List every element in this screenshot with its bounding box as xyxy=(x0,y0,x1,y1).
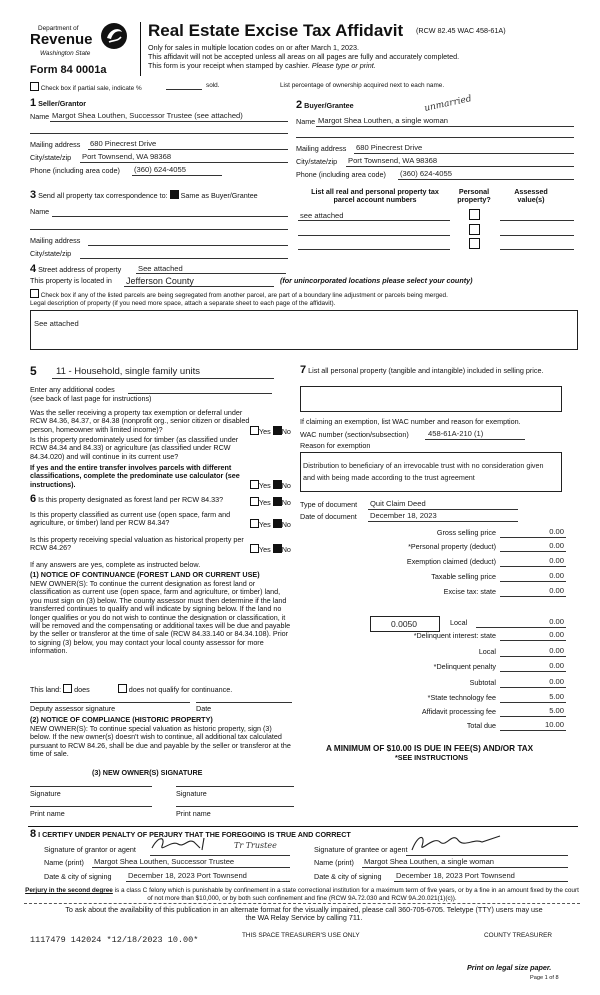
q-historic-yes-checkbox[interactable] xyxy=(250,544,259,553)
delinquent-local-value[interactable]: 0.00 xyxy=(549,646,564,655)
delinquent-local-label: Local xyxy=(478,647,496,656)
street-label: 4 Street address of property xyxy=(30,263,122,275)
taxable-price-value[interactable]: 0.00 xyxy=(549,571,564,580)
land-does-checkbox[interactable] xyxy=(63,684,72,693)
seller-name-field[interactable]: Margot Shea Louthen, Successor Trustee (see attached) xyxy=(52,111,243,120)
grantor-name-field[interactable]: Margot Shea Louthen, Successor Trustee xyxy=(94,857,235,866)
grantor-signature xyxy=(148,832,232,856)
partial-sale-row: Check box if partial sale, indicate % xyxy=(30,82,142,93)
delinquent-state-label: *Delinquent interest: state xyxy=(413,631,496,640)
deputy-date-label: Date xyxy=(196,704,212,713)
affidavit-fee-label: Affidavit processing fee xyxy=(421,707,496,716)
county-select[interactable]: Jefferson County xyxy=(126,276,194,286)
notice-continuance-body: NEW OWNER(S): To continue the current designation as forest land or classification as current use (open space, farm and agriculture, or timber) land, you must sign on (3) below. The county assessor must then determine if the land transferred continues to qualify and will indicate by signing below. If the land no longer qualifies or you do not wish to continue the designation or classification, it will be removed and the compensating or additional taxes will be due and payable by the seller or transferor at the time of sale (RCW 84.33.140 or 84.34.108). Prior to signing (3) below, you may contact your local county assessor for more information. xyxy=(30,579,291,656)
buyer-mailing-label: Mailing address xyxy=(296,144,347,153)
local-rate-value: 0.0050 xyxy=(391,619,417,629)
q-forest: 6 Is this property designated as forest land per RCW 84.33? xyxy=(30,493,224,505)
payment-stamp: 1117479 142024 *12/18/2023 10.00* xyxy=(30,935,199,945)
minimum-due-note: A MINIMUM OF $10.00 IS DUE IN FEE(S) AND/OR TAX xyxy=(326,744,534,753)
buyer-phone-label: Phone (including area code) xyxy=(296,170,386,179)
county-treasurer-label: COUNTY TREASURER xyxy=(484,932,552,939)
assessed-value-header: Assessed value(s) xyxy=(514,187,548,205)
if-yes-note: If any answers are yes, complete as instructed below. xyxy=(30,560,201,569)
q-forest-answer: Yes No xyxy=(250,497,291,507)
q-timber-note: If yes and the entire transfer involves parcels with different classifications, complete the predominate use calculator (see instructions). xyxy=(30,463,240,489)
segregated-checkbox[interactable] xyxy=(30,289,39,298)
header-line-1: Only for sales in multiple location codes on or after March 1, 2023. xyxy=(148,43,359,52)
subtotal-label: Subtotal xyxy=(469,678,496,687)
personal-property-box[interactable] xyxy=(300,386,562,412)
page-number: Page 1 of 8 xyxy=(530,975,559,981)
legal-description-box[interactable] xyxy=(30,310,578,350)
tech-fee-value[interactable]: 5.00 xyxy=(549,692,564,701)
exemption-reason-box[interactable] xyxy=(300,452,562,492)
agency-state: Washington State xyxy=(40,50,91,57)
personal-property-checkbox-1[interactable] xyxy=(469,209,480,220)
seller-mailing-field[interactable]: 680 Pinecrest Drive xyxy=(90,139,157,148)
legal-label: Legal description of property (if you need more space, attach a separate sheet to each page of the affidavit). xyxy=(30,300,336,307)
see-back-note: (see back of last page for instructions) xyxy=(30,394,152,403)
ownership-note: List percentage of ownership acquired next to each name. xyxy=(280,82,445,89)
excise-state-value[interactable]: 0.00 xyxy=(549,586,564,595)
q-timber-no-checkbox[interactable] xyxy=(273,480,282,489)
excise-state-label: Excise tax: state xyxy=(443,587,496,596)
buyer-city-field[interactable]: Port Townsend, WA 98368 xyxy=(348,156,438,165)
seller-phone-label: Phone (including area code) xyxy=(30,166,120,175)
doc-date-field[interactable]: December 18, 2023 xyxy=(370,511,437,520)
parcel-row-1[interactable]: see attached xyxy=(300,211,344,220)
buyer-name-label: Name xyxy=(296,117,316,126)
new-owner-signature-1: Signature xyxy=(30,789,61,798)
grantor-sig-note: Tr Trustee xyxy=(234,841,277,850)
seller-city-label: City/state/zip xyxy=(30,153,72,162)
new-owner-signature-2: Signature xyxy=(176,789,207,798)
doc-type-field[interactable]: Quit Claim Deed xyxy=(370,499,426,508)
q-exemption-no-checkbox[interactable] xyxy=(273,426,282,435)
wac-label: WAC number (section/subsection) xyxy=(300,430,409,439)
taxable-price-label: Taxable selling price xyxy=(431,572,496,581)
new-owner-print-1: Print name xyxy=(30,809,65,818)
unincorporated-note: (for unincorporated locations please select your county) xyxy=(280,276,473,285)
grantor-date-city-field[interactable]: December 18, 2023 Port Townsend xyxy=(128,871,247,880)
q-historic-answer: Yes No xyxy=(250,544,291,554)
new-owner-sig-title: (3) NEW OWNER(S) SIGNATURE xyxy=(92,768,203,777)
delinquent-state-value[interactable]: 0.00 xyxy=(549,630,564,639)
total-due-value[interactable]: 10.00 xyxy=(544,720,564,729)
land-does-not-checkbox[interactable] xyxy=(118,684,127,693)
grantee-name-label: Name (print) xyxy=(314,858,354,867)
section3-name-label: Name xyxy=(30,207,50,216)
gross-value[interactable]: 0.00 xyxy=(549,527,564,536)
excise-local-label: Local xyxy=(450,618,468,627)
personal-property-header: Personal property? xyxy=(457,187,491,205)
header-line-3: This form is your receipt when stamped by cashier. Please type or print. xyxy=(148,61,376,70)
delinquent-penalty-value[interactable]: 0.00 xyxy=(549,661,564,670)
alternate-format-note: To ask about the availability of this publication in an alternate format for the visually impaired, please call 360-705-6705. Teletype (TTY) users may use the WA Relay Service by calling 711. xyxy=(65,905,543,922)
buyer-phone-field[interactable]: (360) 624-4055 xyxy=(400,169,452,178)
seller-heading: 1 Seller/Grantor xyxy=(30,97,87,109)
section5-number: 5 xyxy=(30,364,37,378)
q-timber: Is this property predominately used for timber (as classified under RCW 84.34 and 84.33) or agriculture (as classified under RCW 84.34.020) and will continue in its current use? xyxy=(30,435,239,461)
form-number: Form 84 0001a xyxy=(30,64,107,76)
buyer-name-annotation: unmarried xyxy=(423,94,473,114)
section3-mailing-label: Mailing address xyxy=(30,236,81,245)
q-timber-answer: Yes No xyxy=(250,480,291,490)
total-due-label: Total due xyxy=(466,721,496,730)
legal-description-text: See attached xyxy=(34,319,79,328)
buyer-city-label: City/state/zip xyxy=(296,157,338,166)
q-historic: Is this property receiving special valuation as historical property per RCW 84.26? xyxy=(30,535,244,553)
agency-top: Department of xyxy=(38,25,79,32)
seller-phone-field[interactable]: (360) 624-4055 xyxy=(134,165,186,174)
seller-mailing-label: Mailing address xyxy=(30,140,81,149)
perjury-notice: Perjury in the second degree is a class C felony which is punishable by confinement in a state correctional institution for a maximum term of five years, or by a fine in an amount fixed by the court of not more than $10,000, or by both such confinement and fine (RCW 9A.72.030 and RCW 9A.20.021(1)(c)). xyxy=(25,887,579,902)
deputy-assessor-label: Deputy assessor signature xyxy=(30,704,116,713)
segregated-row: Check box if any of the listed parcels are being segregated from another parcel, are part of a boundary line adjustment or parcels being merged. xyxy=(30,289,448,300)
reason-label: Reason for exemption xyxy=(300,441,371,450)
form-title-ref: (RCW 82.45 WAC 458-61A) xyxy=(416,26,506,35)
grantor-name-label: Name (print) xyxy=(44,858,84,867)
grantee-signature xyxy=(404,830,514,856)
notice-compliance-body: NEW OWNER(S): To continue special valuation as historic property, sign (3) below. If the new owner(s) doesn't wish to continue, all additional tax calculated pursuant to RCW 84.26, shall be due and payable by the seller or transferor at the time of sale. xyxy=(30,724,291,759)
land-qualify-row: This land: does does not qualify for continuance. xyxy=(30,685,233,694)
q-exemption: Was the seller receiving a property tax exemption or deferral under RCW 84.36, 84.37, or 84.38 (nonprofit org., senior citizen or disabled person, homeowner with limited income)? xyxy=(30,408,250,434)
section3-city-label: City/state/zip xyxy=(30,249,72,258)
personal-deduct-value[interactable]: 0.00 xyxy=(549,541,564,550)
treasurer-use-note: THIS SPACE TREASURER'S USE ONLY xyxy=(242,932,360,939)
q-current-use-yes-checkbox[interactable] xyxy=(250,519,259,528)
additional-codes-label: Enter any additional codes xyxy=(30,385,115,394)
section7-heading: 7 List all personal property (tangible and intangible) included in selling price. xyxy=(300,364,544,376)
local-rate-box[interactable] xyxy=(370,616,440,632)
buyer-heading: 2 Buyer/Grantee xyxy=(296,99,354,111)
affidavit-fee-value[interactable]: 5.00 xyxy=(549,706,564,715)
subtotal-value[interactable]: 0.00 xyxy=(549,677,564,686)
q-current-use-no-checkbox[interactable] xyxy=(273,519,282,528)
personal-property-checkbox-2[interactable] xyxy=(469,224,480,235)
street-field[interactable]: See attached xyxy=(138,264,183,273)
sold-label: sold. xyxy=(206,82,220,89)
header-line-2: This affidavit will not be accepted unless all areas on all pages are fully and accurately completed. xyxy=(148,52,460,61)
exemption-claimed-value[interactable]: 0.00 xyxy=(549,556,564,565)
grantee-name-field[interactable]: Margot Shea Louthen, a single woman xyxy=(364,857,495,866)
legal-paper-note: Print on legal size paper. xyxy=(467,963,552,972)
tech-fee-label: *State technology fee xyxy=(427,693,496,702)
exemption-intro: If claiming an exemption, list WAC number and reason for exemption. xyxy=(300,417,521,426)
grantor-sig-label: Signature of grantor or agent xyxy=(44,845,136,854)
personal-property-checkbox-3[interactable] xyxy=(469,238,480,249)
exemption-claimed-label: Exemption claimed (deduct) xyxy=(406,557,496,566)
new-owner-print-2: Print name xyxy=(176,809,211,818)
partial-sale-checkbox[interactable] xyxy=(30,82,39,91)
form-title: Real Estate Excise Tax Affidavit xyxy=(148,21,404,40)
see-instructions-note: *SEE INSTRUCTIONS xyxy=(395,753,469,762)
q-exemption-yes-checkbox[interactable] xyxy=(250,426,259,435)
certify-heading: 8 I CERTIFY UNDER PENALTY OF PERJURY THAT THE FOREGOING IS TRUE AND CORRECT xyxy=(30,828,351,840)
grantor-date-city-label: Date & city of signing xyxy=(44,872,112,881)
wac-field[interactable]: 458-61A-210 (1) xyxy=(428,429,484,438)
grantee-date-city-field[interactable]: December 18, 2023 Port Townsend xyxy=(396,871,515,880)
doc-date-label: Date of document xyxy=(300,512,357,521)
excise-local-value[interactable]: 0.00 xyxy=(549,617,564,626)
notice-compliance-title: (2) NOTICE OF COMPLIANCE (HISTORIC PROPERTY) xyxy=(30,715,213,724)
located-label: This property is located in xyxy=(30,276,112,285)
buyer-mailing-field[interactable]: 680 Pinecrest Drive xyxy=(356,143,423,152)
buyer-name-field[interactable]: Margot Shea Louthen, a single woman xyxy=(318,116,449,125)
grantee-date-city-label: Date & city of signing xyxy=(314,872,382,881)
exemption-reason-text: Distribution to beneficiary of an irrevocable trust with no consideration given and with being made according to the trust agreement xyxy=(303,461,544,482)
q-forest-no-checkbox[interactable] xyxy=(273,497,282,506)
q-current-use-answer: Yes No xyxy=(250,519,291,529)
gross-label: Gross selling price xyxy=(436,528,496,537)
dor-logo-icon xyxy=(100,22,128,50)
q-exemption-answer: Yes No xyxy=(250,426,291,436)
q-timber-yes-checkbox[interactable] xyxy=(250,480,259,489)
agency-name: Revenue xyxy=(30,31,93,48)
seller-name-label: Name xyxy=(30,112,50,121)
section3-heading: 3 Send all property tax correspondence to: Same as Buyer/Grantee xyxy=(30,189,258,201)
q-historic-no-checkbox[interactable] xyxy=(273,544,282,553)
seller-city-field[interactable]: Port Townsend, WA 98368 xyxy=(82,152,172,161)
grantee-sig-label: Signature of grantee or agent xyxy=(314,845,408,854)
personal-deduct-label: *Personal property (deduct) xyxy=(408,542,496,551)
notice-continuance-title: (1) NOTICE OF CONTINUANCE (FOREST LAND OR CURRENT USE) xyxy=(30,570,260,579)
doc-type-label: Type of document xyxy=(300,500,358,509)
delinquent-penalty-label: *Delinquent penalty xyxy=(433,662,496,671)
same-as-buyer-checkbox[interactable] xyxy=(170,190,179,199)
parcels-header: List all real and personal property tax parcel account numbers xyxy=(311,187,439,205)
q-current-use: Is this property classified as current use (open space, farm and agriculture, or timber) land per RCW 84.34? xyxy=(30,510,231,528)
land-use-code[interactable]: 11 - Household, single family units xyxy=(56,366,200,377)
q-forest-yes-checkbox[interactable] xyxy=(250,497,259,506)
